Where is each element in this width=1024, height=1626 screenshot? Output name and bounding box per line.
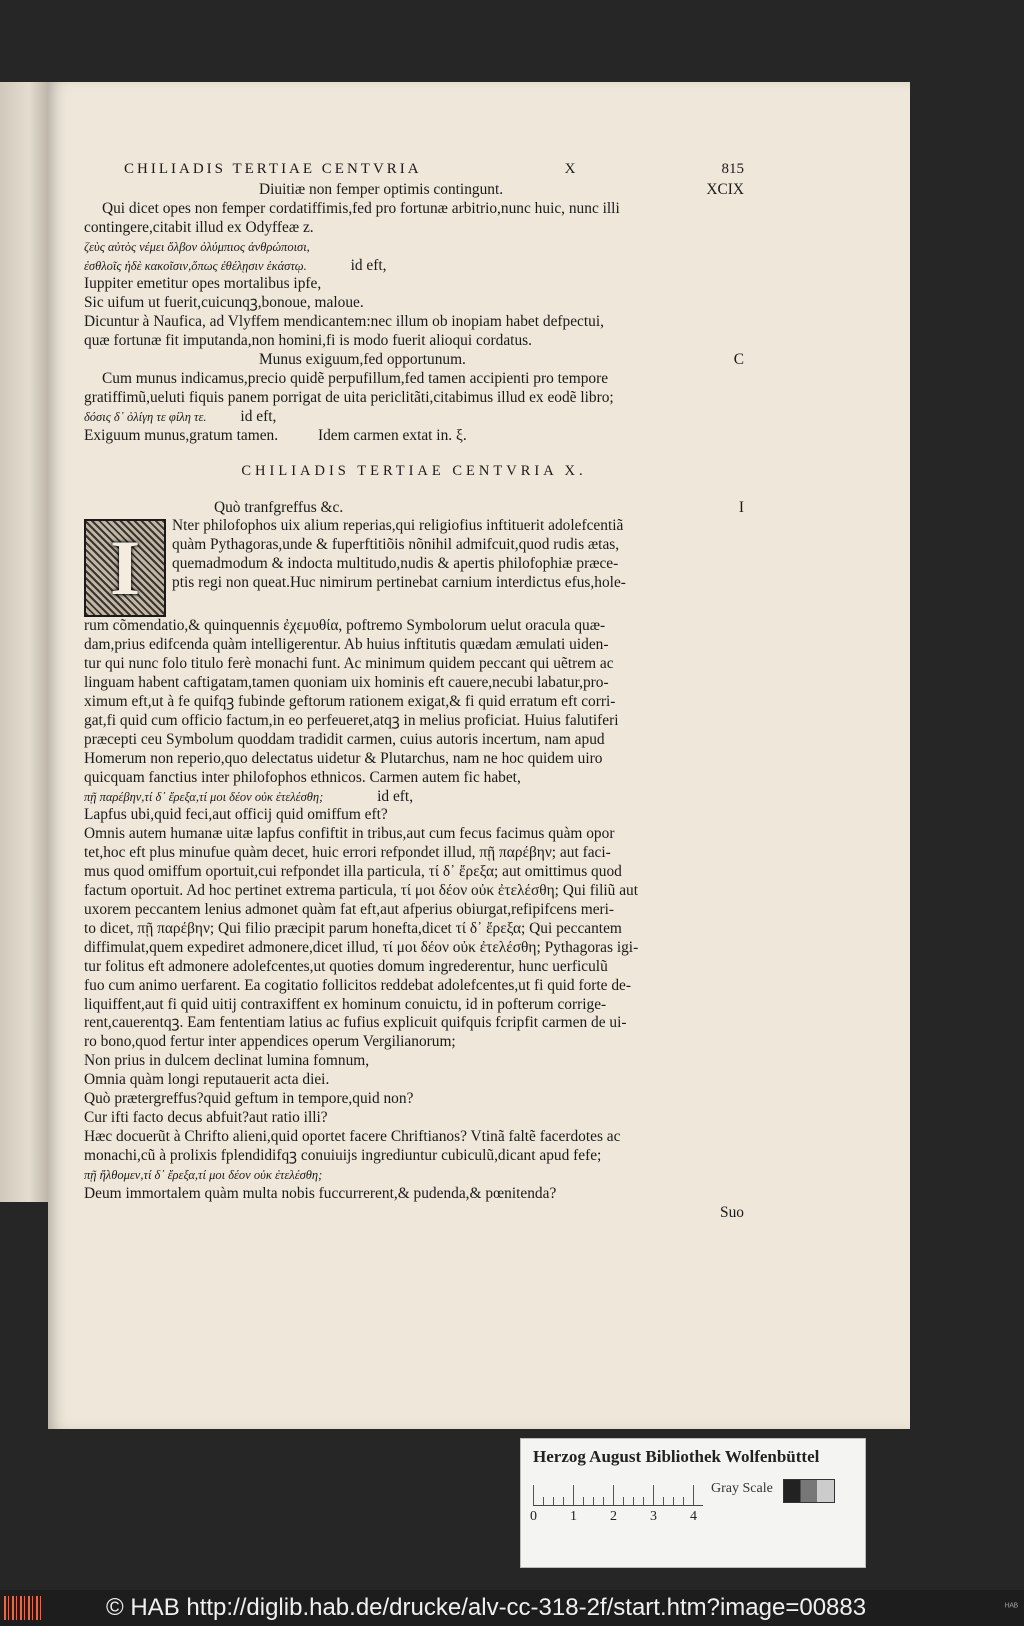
greek-line: πῇ παρέβην,τί δ᾽ ἔρεξα,τί μοι δέον οὐκ ἐτελέσθη; xyxy=(84,789,324,804)
gray-scale-label: Gray Scale xyxy=(711,1481,773,1496)
text-line: Lapfus ubi,quid feci,aut officij quid omiffum eft? xyxy=(84,806,388,824)
text-line: dam,prius edifcenda quàm intelligerentur. Ab huius inftitutis quædam æmulati uiden- xyxy=(84,636,609,654)
entry-c-number: C xyxy=(733,351,744,369)
text-line: rum cõmendatio,& quinquennis ἐχεμυθία, poftremo Symbolorum uelut oracula quæ- xyxy=(84,617,606,635)
greek-line: ἐσθλοῖς ἠδὲ κακοῖσιν,ὅπως ἐθέλῃσιν ἑκάστῳ. xyxy=(84,258,307,273)
text-line: Cum munus indicamus,precio quidẽ perpufillum,fed tamen accipienti pro tempore xyxy=(102,369,609,387)
text-line: gat,fi quid cum officio factum,in eo perfeueret,atqꝫ in melius proficiat. Huius falutiferi xyxy=(84,711,619,729)
id-est: id eft, xyxy=(240,407,277,425)
text-line: monachi,cũ à prolixis fplendidifqꝫ conuiuijs ingrediuntur cubiculũ,dicant apud fefe; xyxy=(84,1146,602,1164)
text-line: tur folitus eft admonere adolefcentes,ut quoties domum ingrederentur, hunc uerficulũ xyxy=(84,957,608,975)
verse-line: Quò prætergreffus?quid geftum in tempore,quid non? xyxy=(84,1090,414,1108)
entry-i-title: Quò tranfgreffus &c. xyxy=(214,498,344,516)
text-line: Homerum non reperio,quo delectatus uidetur & Plutarchus, nam ne hoc quidem uiro xyxy=(84,749,603,767)
entry-i-title-row xyxy=(84,499,744,518)
text-line: fuo cum animo uerfarent. Ea cogitatio follicitos reddebat adolefcentes,ut fi quid forte de- xyxy=(84,976,632,994)
greek-line-row xyxy=(84,788,744,807)
text-line: rent,cauerentqꝫ. Eam fententiam latius ac fufius explicuit quifquis fcripfit carmen de ui- xyxy=(84,1014,627,1032)
running-number: X xyxy=(564,161,579,177)
text-line: Dicuntur à Naufica, ad Vlyffem mendicantem:nec illum ob inopiam habet defpectui, xyxy=(84,313,604,331)
text-line-row xyxy=(84,427,744,446)
scale-ruler xyxy=(533,1475,703,1506)
text-line: contingere,citabit illud ex Odyffeæ z. xyxy=(84,218,314,236)
entry-xcix-title: Diuitiæ non femper optimis contingunt. xyxy=(259,180,504,198)
ruler-tick xyxy=(583,1497,584,1505)
entry-c-title-row xyxy=(84,351,744,370)
text-line: factum oportuit. Ad hoc pertinet extrema particula, τί μοι δέον οὐκ ἐτελέσθη; Qui filiũ aut xyxy=(84,882,639,900)
verse-line: Omnia quàm longi reputauerit acta diei. xyxy=(84,1071,330,1089)
text-line: præcepti ceu Symbolum quoddam tradidit carmen, cuius autoris incertum, nam apud xyxy=(84,730,605,748)
text-line: diffimulat,quem expediret admonere,dicet illud, τί μοι δέον οὐκ ἐτελέσθη; Pythagoras igi- xyxy=(84,938,639,956)
text-line: gratiffimũ,ueluti fiquis panem porrigat de uita periclitãti,citabimus illud ex eodẽ libro; xyxy=(84,388,614,406)
greek-line-row xyxy=(84,408,744,427)
text-fragment: Exiguum munus,gratum tamen. xyxy=(84,426,279,444)
footer-mark: ᴴᴬᴮ xyxy=(1005,1602,1018,1613)
text-line: ro bono,quod fertur inter appendices operum Vergilianorum; xyxy=(84,1033,456,1051)
text-line: Omnis autem humanæ uitæ lapfus confiftit in tribus,aut cum fecus facimus quàm opor xyxy=(84,825,615,843)
verse-line: Cur ifti facto decus abfuit?aut ratio illi? xyxy=(84,1108,328,1126)
ruler-tick xyxy=(643,1497,644,1505)
entry-c-title: Munus exiguum,fed opportunum. xyxy=(259,351,466,369)
facing-page-edge xyxy=(0,82,48,1202)
ruler-tick xyxy=(633,1497,634,1505)
catchword: Suo xyxy=(720,1203,744,1221)
ruler-tick xyxy=(553,1497,554,1505)
initial-paragraph xyxy=(84,517,744,617)
scale-number: 0 xyxy=(530,1509,537,1524)
ruler-tick xyxy=(673,1497,674,1505)
greek-line: δόσις δ᾽ ὀλίγη τε φίλη τε. xyxy=(84,409,207,424)
ruler-tick xyxy=(623,1497,624,1505)
gray-scale-swatch xyxy=(783,1479,835,1503)
greek-line: ζεὺς αὐτὸς νέμει ὄλβον ὀλύμπιος ἀνθρώποισι, xyxy=(84,239,310,254)
ruler-tick xyxy=(683,1497,684,1505)
barcode-icon xyxy=(4,1596,44,1620)
text-line: tur qui nunc folo titulo ferè monachi funt. Ac minimum quidem peccant qui uẽtrem ac xyxy=(84,655,614,673)
text-line: Deum immortalem quàm multa nobis fuccurrerent,& pudenda,& pœnitenda? xyxy=(84,1184,557,1202)
folio-number: 815 xyxy=(721,161,744,177)
text-line: Qui dicet opes non femper cordatiffimis,fed pro fortunæ arbitrio,nunc huic, nunc illi xyxy=(102,199,620,217)
page-text xyxy=(84,154,744,1222)
text-line: Hæc docuerũt à Chrifto alieni,quid oportet facere Chriftianos? Vtinã faltẽ facerdotes ac xyxy=(84,1127,621,1145)
entry-i-number: I xyxy=(738,498,744,516)
text-line: quàm Pythagoras,unde & fuperftitiõis nõnihil admifcuit,quod rudis ætas, xyxy=(172,536,620,554)
text-line: to dicet, πῇ παρέβην; Qui filio præcipit parum honefta,dicet τί δ᾽ ἔρεξα; Qui peccantem xyxy=(84,919,622,937)
text-line: quemadmodum & indocta multitudo,nudis & apertis philofophiæ præce- xyxy=(172,555,619,573)
ruler-tick xyxy=(573,1485,574,1505)
text-line: linguam habent caftigatam,tamen quoniam uix hominis eft cauere,necubi labatur,pro- xyxy=(84,674,609,692)
decorated-initial xyxy=(84,519,166,617)
ruler-tick xyxy=(693,1485,694,1505)
greek-line: πῇ ἤλθομεν,τί δ᾽ ἔρεξα,τί μοι δέον οὐκ ἐτελέσθη; xyxy=(84,1167,323,1182)
scale-number: 2 xyxy=(610,1509,617,1524)
scale-number: 3 xyxy=(650,1509,657,1524)
text-line: Nter philofophos uix alium reperias,qui religiofius inftituerit adolefcentiã xyxy=(172,517,624,535)
text-line: quicquam fanctius inter philofophos ethnicos. Carmen autem fic habet, xyxy=(84,768,521,786)
copyright-url[interactable]: © HAB http://diglib.hab.de/drucke/alv-cc-318-2f/start.htm?image=00883 xyxy=(106,1594,867,1621)
ruler-tick xyxy=(663,1497,664,1505)
running-header xyxy=(124,160,744,179)
ruler-tick xyxy=(603,1497,604,1505)
text-line: ximum eft,ut à fe quifqꝫ fubinde geftorum rationem exigat,& fi quid erratum eft corri- xyxy=(84,693,616,711)
text-line: mus quod omiffum oportuit,cui refpondet illa particula, τί δ᾽ ἔρεξα; aut omittimus quod xyxy=(84,863,622,881)
id-est: id eft, xyxy=(377,787,414,805)
text-line: uxorem peccantem lenius admonet quàm fat eft,aut afperius obiurgat,refipifcens meri- xyxy=(84,901,615,918)
ruler-tick xyxy=(613,1485,614,1505)
ruler-tick xyxy=(653,1485,654,1505)
text-line: ptis regi non queat.Huc nimirum pertinebat carnium interdictus efus,hole- xyxy=(172,574,626,592)
footer-bar xyxy=(0,1590,1024,1626)
text-line: tet,hoc eft plus minufue quàm decet, huic errori refpondet illud, πῇ παρέβην; aut faci- xyxy=(84,844,611,862)
ruler-tick xyxy=(593,1497,594,1505)
initial-letter: I xyxy=(109,524,141,612)
section-heading: CHILIADIS TERTIAE CENTVRIA X. xyxy=(241,462,587,479)
running-title: CHILIADIS TERTIAE CENTVRIA xyxy=(124,161,422,177)
greek-line-row xyxy=(84,257,744,276)
text-fragment: Idem carmen extat in. ξ. xyxy=(317,426,467,444)
ruler-tick xyxy=(563,1497,564,1505)
ruler-tick xyxy=(543,1497,544,1505)
book-page xyxy=(48,82,910,1429)
scale-number: 4 xyxy=(690,1509,697,1524)
text-line: Sic uifum ut fuerit,cuicunqꝫ,bonoue, maloue. xyxy=(84,294,364,312)
library-name: Herzog August Bibliothek Wolfenbüttel xyxy=(533,1447,820,1466)
text-line: Iuppiter emetitur opes mortalibus ipfe, xyxy=(84,275,322,293)
entry-xcix-title-row xyxy=(84,181,744,200)
id-est: id eft, xyxy=(350,256,387,274)
verse-line: Non prius in dulcem declinat lumina fomnum, xyxy=(84,1052,370,1070)
text-line: liquiffent,aut fi quid uitij contraxiffent ex hominum conuictu, id in pofterum corrige- xyxy=(84,995,607,1013)
entry-xcix-number: XCIX xyxy=(706,180,744,198)
text-line: quæ fortunæ fit imputanda,non homini,fi is modo fuerit alioqui cordatus. xyxy=(84,332,532,350)
ruler-tick xyxy=(533,1485,534,1505)
library-color-card xyxy=(520,1438,866,1568)
scale-numbers xyxy=(530,1509,713,1529)
scale-number: 1 xyxy=(570,1509,577,1524)
